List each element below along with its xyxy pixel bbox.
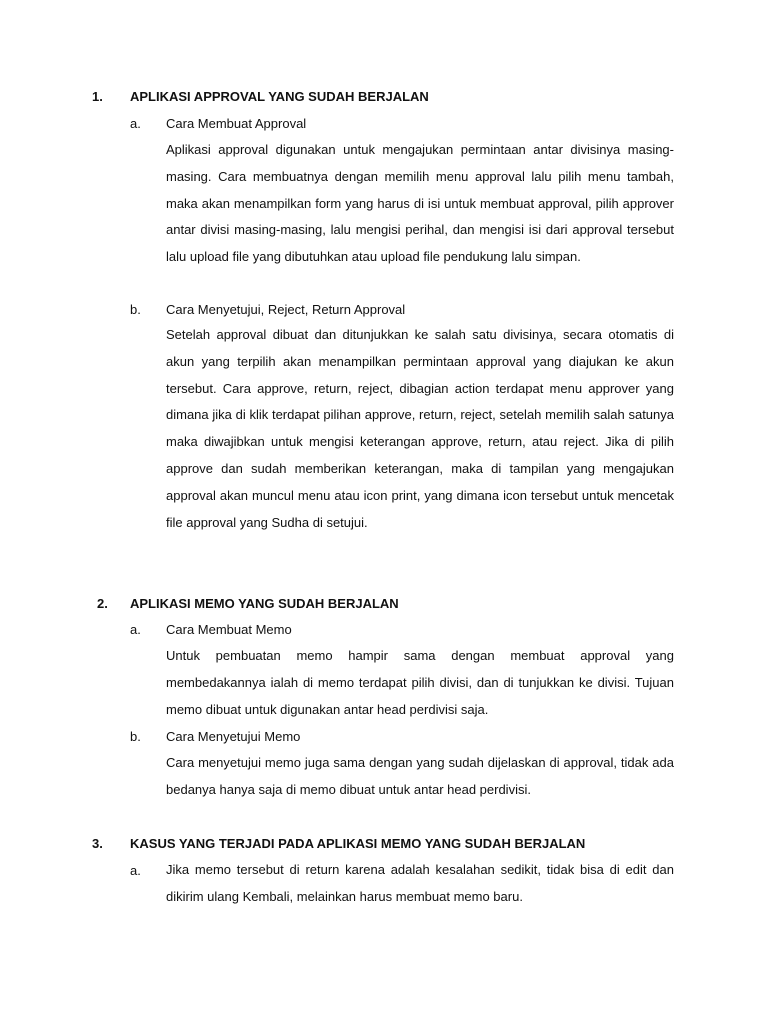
section-1-item-b-text: Setelah approval dibuat dan ditunjukkan ke salah satu divisinya, secara otomatis di akun yang terpilih akan menampilkan permintaan approval yang diajukan ke akun tersebut. Cara approve, return, reject, dibagian action terdapat menu approver yang dimana jika di klik terdapat pilihan approve, return, reject, setelah memilih salah satunya maka diwajibkan untuk mengisi keterangan approve, return, atau reject. Jika di pilih approve dan sudah memberikan keterangan, maka di tampilan yang mengajukan approval akan muncul menu atau icon print, yang dimana icon tersebut untuk mencetak file approval yang Sudha di setujui. [166, 327, 674, 530]
section-2-item-a-text: Untuk pembuatan memo hampir sama dengan membuat approval yang membedakannya ialah di memo terdapat pilih divisi, dan di tunjukkan ke divisi. Tujuan memo dibuat untuk digunakan antar head perdivisi saja. [166, 648, 674, 717]
section-2-number: 2. [97, 596, 108, 611]
section-1-item-a-text: Aplikasi approval digunakan untuk mengajukan permintaan antar divisinya masing-masing. Cara membuatnya dengan memilih menu approval lalu pilih menu tambah, maka akan menampilkan form yang harus di isi untuk membuat approval, pilih approver antar divisi masing-masing, lalu mengisi perihal, dan mengisi isi dari approval tersebut lalu upload file yang dibutuhkan atau upload file pendukung lalu simpan. [166, 142, 674, 265]
section-1-item-a-title: Cara Membuat Approval [166, 116, 307, 131]
section-3-heading: KASUS YANG TERJADI PADA APLIKASI MEMO YANG SUDAH BERJALAN [130, 836, 586, 851]
section-2-item-a-letter: a. [130, 622, 141, 637]
section-1-heading: APLIKASI APPROVAL YANG SUDAH BERJALAN [130, 89, 429, 104]
section-3-number: 3. [92, 836, 103, 851]
section-2-heading: APLIKASI MEMO YANG SUDAH BERJALAN [130, 596, 399, 611]
section-2-item-a-title: Cara Membuat Memo [166, 622, 292, 637]
section-3-item-a-letter: a. [130, 863, 141, 878]
section-2-item-b-text: Cara menyetujui memo juga sama dengan yang sudah dijelaskan di approval, tidak ada bedanya hanya saja di memo dibuat untuk antar head perdivisi. [166, 755, 674, 797]
section-1-item-b-title: Cara Menyetujui, Reject, Return Approval [166, 302, 406, 317]
section-3-item-a-text: Jika memo tersebut di return karena adalah kesalahan sedikit, tidak bisa di edit dan dikirim ulang Kembali, melainkan harus membuat memo baru. [166, 862, 674, 904]
section-2-item-b-title: Cara Menyetujui Memo [166, 729, 301, 744]
section-1-item-b-letter: b. [130, 302, 141, 317]
section-1-item-a-letter: a. [130, 116, 141, 131]
section-1-number: 1. [92, 89, 103, 104]
section-2-item-b-letter: b. [130, 729, 141, 744]
